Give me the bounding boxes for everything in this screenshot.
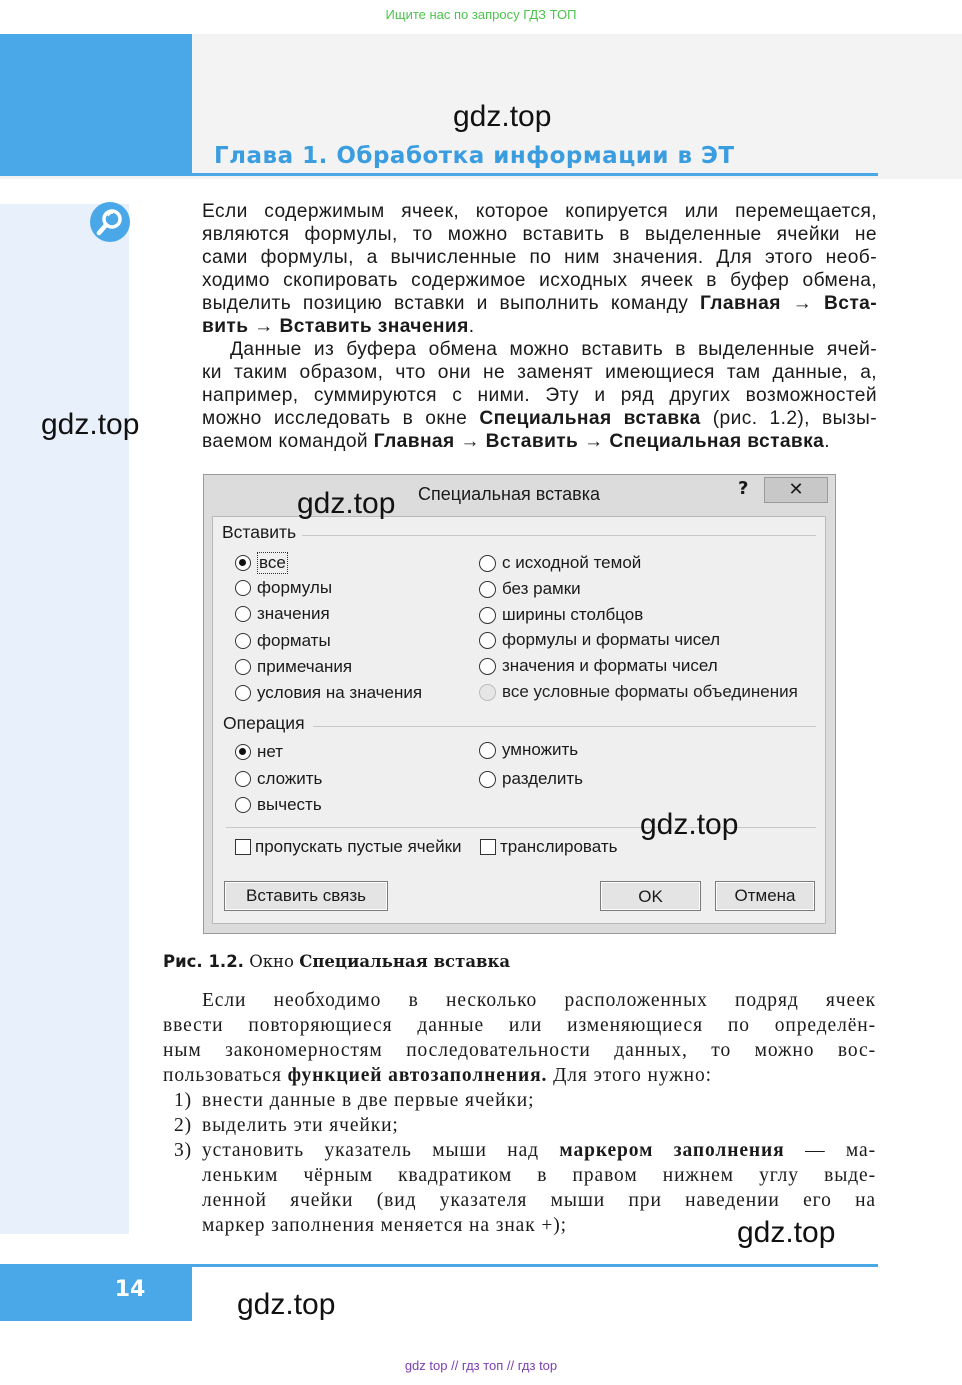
radio-op-multiply[interactable]: умножить <box>479 740 578 760</box>
text-line: Данные из буфера обмена можно вставить в выделенные ячей- <box>230 339 877 360</box>
radio-source-theme[interactable]: с исходной темой <box>479 553 641 573</box>
radio-comments[interactable]: примечания <box>235 657 352 677</box>
radio-validation[interactable]: условия на значения <box>235 683 422 703</box>
list-item: внести данные в две первые ячейки; <box>202 1090 535 1111</box>
radio-icon <box>235 606 251 622</box>
radio-op-divide[interactable]: разделить <box>479 769 583 789</box>
group-separator <box>313 726 816 727</box>
radio-icon <box>479 771 496 788</box>
ok-button[interactable]: OK <box>600 881 701 911</box>
page-number: 14 <box>114 1277 146 1302</box>
text-line: можно исследовать в окне Специальная вставка (рис. 1.2), вызы- <box>202 408 877 429</box>
text-line: ным закономерностям последовательности данных, то можно вос- <box>163 1040 876 1061</box>
radio-icon <box>235 659 251 675</box>
radio-icon <box>235 685 251 701</box>
radio-op-add[interactable]: сложить <box>235 769 322 789</box>
list-item: установить указатель мыши над маркером заполнения — ма- леньким чёрным квадратиком в правом нижнем углу выде- ленной ячейки (вид указателя мыши при наведении его на маркер заполнения меняется на знак +); <box>202 1140 876 1236</box>
radio-formats[interactable]: форматы <box>235 631 331 651</box>
dialog-title: Специальная вставка <box>418 484 600 504</box>
radio-values[interactable]: значения <box>235 604 330 624</box>
radio-no-borders[interactable]: без рамки <box>479 579 581 599</box>
radio-values-number-formats[interactable]: значения и форматы чисел <box>479 656 718 676</box>
text-line: Если содержимым ячеек, которое копируется или перемещается, <box>202 201 877 222</box>
watermark: gdz.top <box>640 808 739 841</box>
list-number: 1) <box>174 1090 193 1111</box>
group-separator <box>302 535 816 536</box>
cancel-button[interactable]: Отмена <box>715 881 815 911</box>
radio-icon <box>479 742 496 759</box>
radio-icon <box>479 581 496 598</box>
help-button[interactable]: ? <box>738 478 749 499</box>
radio-icon <box>235 580 251 596</box>
paste-group-label: Вставить <box>222 522 297 542</box>
checkbox-icon <box>480 839 496 855</box>
text-line: Если необходимо в несколько расположенных подряд ячеек <box>202 990 876 1011</box>
radio-icon <box>235 771 251 787</box>
radio-icon <box>235 797 251 813</box>
text-line: ваемом командой Главная → Вставить → Специальная вставка. <box>202 431 830 452</box>
chapter-title: Глава 1. Обработка информации в ЭТ <box>214 143 735 169</box>
watermark: gdz.top <box>297 487 396 520</box>
checkbox-transpose[interactable]: транслировать <box>480 837 617 857</box>
text-line: выделить позицию вставки и выполнить команду Главная → Вста- <box>202 293 877 314</box>
operation-group-label: Операция <box>223 713 305 733</box>
paragraph-1 <box>202 200 877 453</box>
radio-icon <box>479 555 496 572</box>
radio-formulas-number-formats[interactable]: формулы и форматы чисел <box>479 630 720 650</box>
radio-selected-icon <box>235 744 251 760</box>
watermark: gdz.top <box>237 1288 336 1321</box>
list-item: выделить эти ячейки; <box>202 1115 399 1136</box>
checkbox-skip-blanks[interactable]: пропускать пустые ячейки <box>235 837 462 857</box>
figure-caption: Рис. 1.2. Окно Специальная вставка <box>163 952 511 971</box>
watermark: gdz.top <box>453 100 552 133</box>
search-icon <box>90 202 130 242</box>
close-button[interactable]: ✕ <box>764 477 828 503</box>
text-line: сами формулы, а вычисленные по ним значения. Для этого необ- <box>202 247 877 268</box>
text-line: например, суммируются с ними. Эту и ряд других возможностей <box>202 385 877 406</box>
radio-icon <box>479 658 496 675</box>
footer-hint: gdz top // гдз топ // гдз top <box>404 1358 558 1373</box>
radio-op-subtract[interactable]: вычесть <box>235 795 322 815</box>
paragraph-2 <box>163 988 876 1088</box>
paste-link-button[interactable]: Вставить связь <box>224 881 388 911</box>
text-line: пользоваться функцией автозаполнения. Для этого нужно: <box>163 1065 712 1086</box>
text-line: ввести повторяющиеся данные или изменяющиеся по определён- <box>163 1015 876 1036</box>
radio-all[interactable]: все <box>235 552 288 574</box>
text-line: вить → Вставить значения. <box>202 316 475 337</box>
watermark: gdz.top <box>737 1216 836 1249</box>
radio-icon <box>235 633 251 649</box>
text-line: ки таким образом, что они не заменят имеющиеся там данные, а, <box>202 362 877 383</box>
checkbox-icon <box>235 839 251 855</box>
side-strip <box>0 204 129 1234</box>
text-line: ходимо скопировать содержимое исходных ячеек в буфер обмена, <box>202 270 877 291</box>
text-line: являются формулы, то можно вставить в выделенные ячейки не <box>202 224 877 245</box>
radio-icon <box>479 632 496 649</box>
header-hint: Ищите нас по запросу ГДЗ ТОП <box>385 7 577 22</box>
radio-merge-conditional-formats[interactable]: все условные форматы объединения <box>479 682 798 702</box>
list-number: 3) <box>174 1140 193 1161</box>
radio-formulas[interactable]: формулы <box>235 578 332 598</box>
list-number: 2) <box>174 1115 193 1136</box>
radio-selected-icon <box>235 555 251 571</box>
chapter-divider <box>192 173 878 176</box>
radio-op-none[interactable]: нет <box>235 742 283 762</box>
footer-divider <box>192 1264 878 1267</box>
watermark: gdz.top <box>41 408 140 441</box>
radio-column-widths[interactable]: ширины столбцов <box>479 605 643 625</box>
radio-icon <box>479 607 496 624</box>
radio-disabled-icon <box>479 684 496 701</box>
header-blue-block <box>0 34 192 176</box>
